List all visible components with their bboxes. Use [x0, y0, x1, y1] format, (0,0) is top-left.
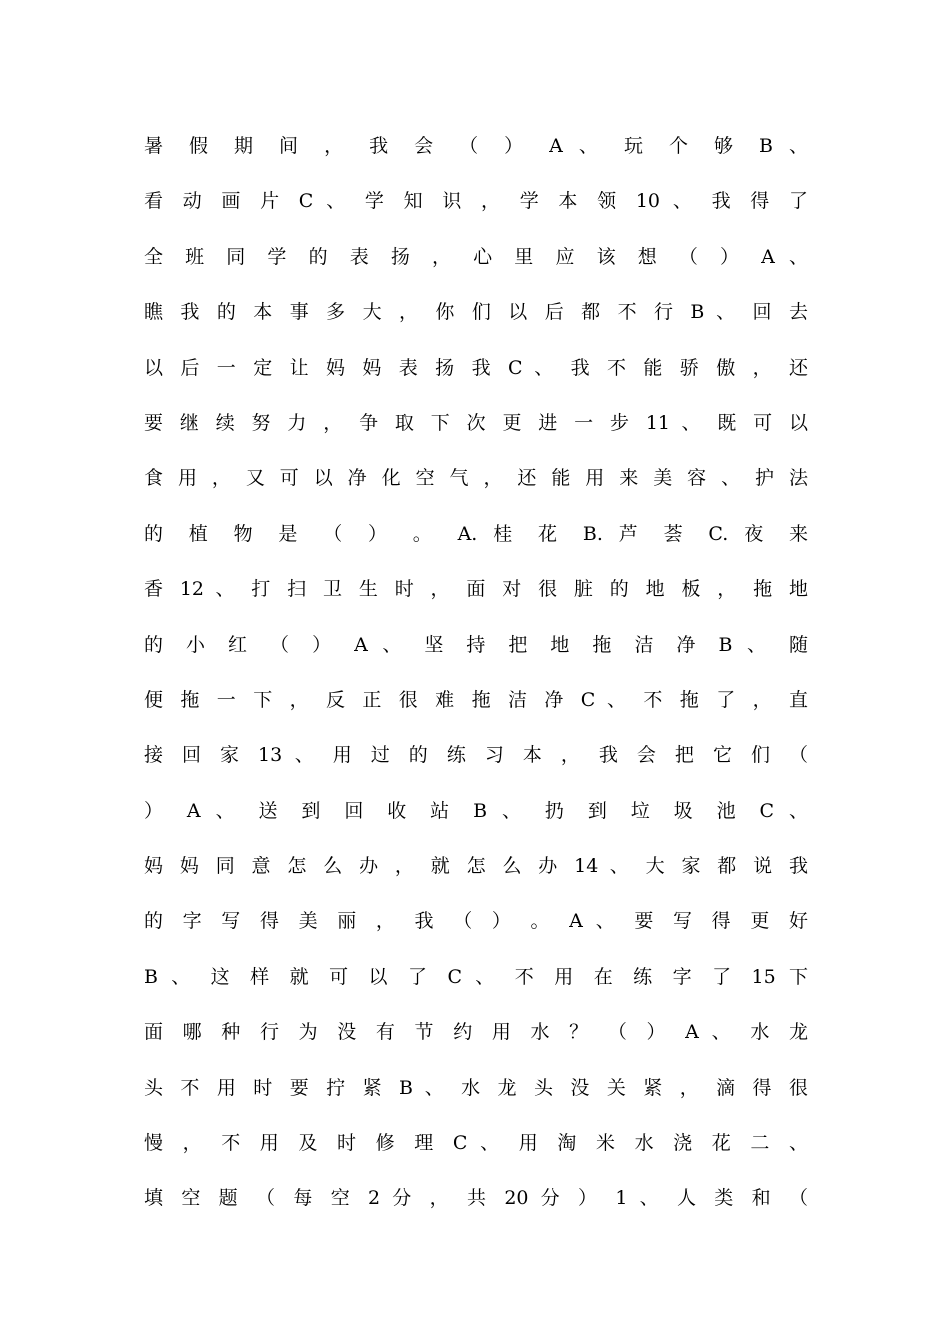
text-line: 要 继 续 努 力 ， 争 取 下 次 更 进 一 步 11 、 既 可 以 — [144, 411, 808, 434]
text-line: ） A 、 送 到 回 收 站 B 、 扔 到 垃 圾 池 C 、 — [144, 799, 808, 822]
text-line: 的 字 写 得 美 丽 ， 我 （ ） 。 A 、 要 写 得 更 好 — [144, 910, 808, 933]
text-line: 头 不 用 时 要 拧 紧 B 、 水 龙 头 没 关 紧 ， 滴 得 很 — [144, 1076, 808, 1099]
text-line: 以 后 一 定 让 妈 妈 表 扬 我 C 、 我 不 能 骄 傲 ， 还 — [144, 356, 808, 379]
question-text-block — [144, 124, 808, 1232]
text-line: 食 用 ， 又 可 以 净 化 空 气 ， 还 能 用 来 美 容 、 护 法 — [144, 467, 808, 490]
text-line: 便 拖 一 下 ， 反 正 很 难 拖 洁 净 C 、 不 拖 了 ， 直 — [144, 688, 808, 711]
text-line: 看 动 画 片 C 、 学 知 识 ， 学 本 领 10 、 我 得 了 — [144, 190, 808, 213]
text-line: 香 12 、 打 扫 卫 生 时 ， 面 对 很 脏 的 地 板 ， 拖 地 — [144, 578, 808, 601]
text-line: B 、 这 样 就 可 以 了 C 、 不 用 在 练 字 了 15 下 — [144, 965, 808, 988]
text-line: 慢 ， 不 用 及 时 修 理 C 、 用 淘 米 水 浇 花 二 、 — [144, 1132, 808, 1155]
text-line: 面 哪 种 行 为 没 有 节 约 用 水 ？ （ ） A 、 水 龙 — [144, 1021, 808, 1044]
text-line: 暑 假 期 间 ， 我 会 （ ） A 、 玩 个 够 B 、 — [144, 135, 808, 157]
text-line: 全 班 同 学 的 表 扬 ， 心 里 应 该 想 （ ） A 、 — [144, 245, 808, 268]
text-line: 接 回 家 13 、 用 过 的 练 习 本 ， 我 会 把 它 们 （ — [144, 744, 808, 767]
text-line: 瞧 我 的 本 事 多 大 ， 你 们 以 后 都 不 行 B 、 回 去 — [144, 301, 808, 324]
text-line: 填 空 题 （ 每 空 2 分 ， 共 20 分 ） 1 、 人 类 和 （ — [144, 1187, 808, 1210]
text-line: 妈 妈 同 意 怎 么 办 ， 就 怎 么 办 14 、 大 家 都 说 我 — [144, 855, 808, 878]
text-line: 的 小 红 （ ） A 、 坚 持 把 地 拖 洁 净 B 、 随 — [144, 633, 808, 656]
text-line: 的 植 物 是 （ ） 。 A. 桂 花 B. 芦 荟 C. 夜 来 — [144, 522, 808, 545]
